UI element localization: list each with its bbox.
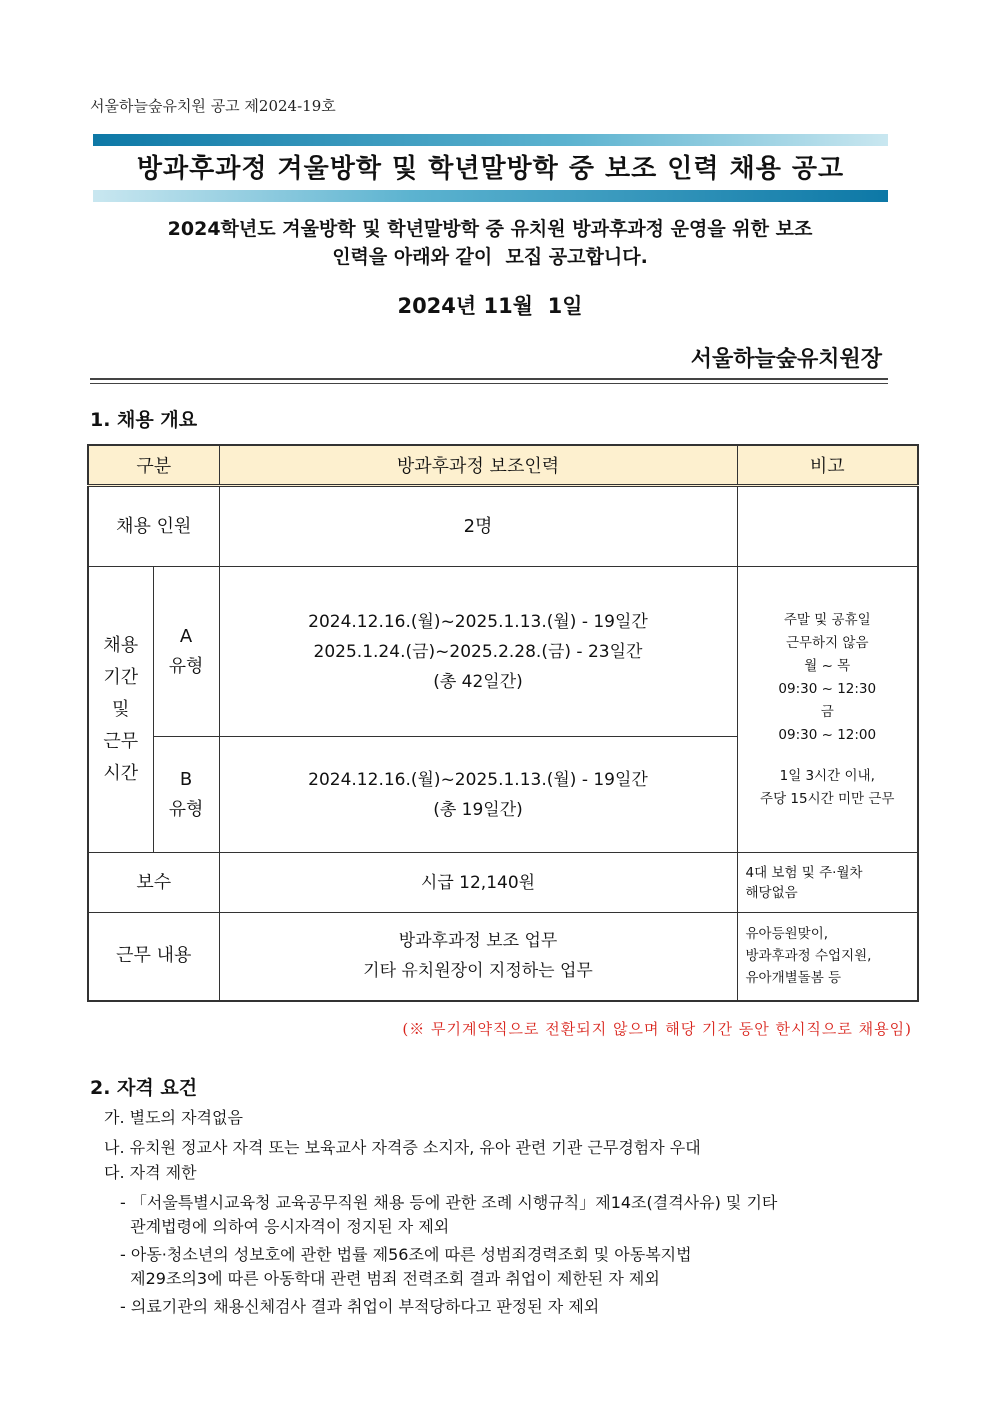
period-label-line: 및 xyxy=(112,698,130,720)
period-remark-line: 1일 3시간 이내, xyxy=(779,767,875,784)
intro-line: 인력을 아래와 같이 모집 공고합니다. xyxy=(332,246,648,268)
intro-line: 2024학년도 겨울방학 및 학년말방학 중 유치원 방과후과정 운영을 위한 보조 xyxy=(167,218,813,240)
period-remark xyxy=(737,567,918,853)
footnote-temporary-position: (※ 무기계약직으로 전환되지 않으며 해당 기간 동안 한시직으로 채용임) xyxy=(402,1020,912,1038)
type-a-label xyxy=(153,567,219,737)
section-heading-qualifications: 2. 자격 요건 xyxy=(90,1077,198,1099)
duty-value xyxy=(219,913,737,1001)
requirement-item: 다. 자격 제한 xyxy=(104,1163,197,1182)
period-remark-line: 주말 및 공휴일 xyxy=(783,611,871,628)
type-b-period-line: 2024.12.16.(월)~2025.1.13.(월) - 19일간 xyxy=(308,769,648,790)
requirement-item: 가. 별도의 자격없음 xyxy=(104,1108,243,1127)
duty-label: 근무 내용 xyxy=(88,913,219,1001)
notice-number: 서울하늘숲유치원 공고 제2024-19호 xyxy=(90,97,336,115)
period-remark-line: 주당 15시간 미만 근무 xyxy=(760,790,895,807)
restriction-item xyxy=(120,1295,910,1319)
title-bar-top xyxy=(93,134,888,146)
restriction-line: - 「서울특별시교육청 교육공무직원 채용 등에 관한 조례 시행규칙」제14조(결격사유) 및 기타 xyxy=(120,1193,778,1212)
restriction-line: - 아동·청소년의 성보호에 관한 법률 제56조에 따른 성범죄경력조회 및 아동복지법 xyxy=(120,1245,692,1264)
duty-line: 기타 유치원장이 지정하는 업무 xyxy=(363,961,593,982)
headcount-remark xyxy=(737,486,918,567)
header-position: 방과후과정 보조인력 xyxy=(219,445,737,486)
type-a-word: 유형 xyxy=(168,655,204,677)
intro-text xyxy=(90,215,890,271)
pay-remark-line: 4대 보험 및 주·월차 xyxy=(745,864,863,881)
period-remark-line: 근무하지 않음 xyxy=(785,634,869,651)
type-b-label xyxy=(153,737,219,853)
type-b-letter: B xyxy=(179,768,193,790)
period-label-line: 기간 xyxy=(103,666,139,688)
period-remark-spacer xyxy=(738,747,918,765)
period-label-line: 근무 xyxy=(103,730,139,752)
type-b-word: 유형 xyxy=(168,798,204,820)
pay-remark-line: 해당없음 xyxy=(745,884,798,901)
title-bar-bottom xyxy=(93,190,888,202)
period-remark-line: 월 ~ 목 xyxy=(804,657,851,674)
type-a-period-line: 2024.12.16.(월)~2025.1.13.(월) - 19일간 xyxy=(308,611,648,632)
type-a-period-line: 2025.1.24.(금)~2025.2.28.(금) - 23일간 xyxy=(313,641,643,662)
header-category: 구분 xyxy=(88,445,219,486)
section-heading-overview: 1. 채용 개요 xyxy=(90,409,198,431)
duty-line: 방과후과정 보조 업무 xyxy=(398,931,558,952)
type-a-letter: A xyxy=(179,625,193,647)
duty-remark-line: 유아등원맞이, xyxy=(745,926,829,943)
period-label-line: 채용 xyxy=(103,634,139,656)
requirement-item: 나. 유치원 정교사 자격 또는 보육교사 자격증 소지자, 유아 관련 기관 근무경험자 우대 xyxy=(104,1138,701,1157)
type-a-period-line: (총 42일간) xyxy=(433,671,523,692)
period-remark-line: 금 xyxy=(820,703,834,720)
pay-remark xyxy=(737,853,918,913)
organization-name: 서울하늘숲유치원장 xyxy=(690,347,882,372)
period-label-line: 시간 xyxy=(103,762,139,784)
period-remark-line: 09:30 ~ 12:30 xyxy=(778,680,877,697)
type-b-period-line: (총 19일간) xyxy=(433,799,523,820)
notice-date: 2024년 11월 1일 xyxy=(397,294,583,318)
hiring-overview-table xyxy=(87,444,919,1002)
restriction-item xyxy=(120,1191,910,1239)
restriction-line: - 의료기관의 채용신체검사 결과 취업이 부적당하다고 판정된 자 제외 xyxy=(120,1297,600,1316)
divider xyxy=(90,378,888,380)
duty-remark xyxy=(737,913,918,1001)
pay-value: 시급 12,140원 xyxy=(219,853,737,913)
duty-remark-line: 유아개별돌봄 등 xyxy=(745,970,842,987)
period-label xyxy=(88,567,153,853)
divider xyxy=(90,383,888,384)
page-title: 방과후과정 겨울방학 및 학년말방학 중 보조 인력 채용 공고 xyxy=(136,154,845,184)
duty-remark-line: 방과후과정 수업지원, xyxy=(745,948,872,965)
restriction-line: 관계법령에 의하여 응시자격이 정지된 자 제외 xyxy=(120,1217,450,1236)
restriction-item xyxy=(120,1243,910,1291)
type-a-period xyxy=(219,567,737,737)
pay-label: 보수 xyxy=(88,853,219,913)
restriction-line: 제29조의3에 따른 아동학대 관련 범죄 전력조회 결과 취업이 제한된 자 제외 xyxy=(120,1269,660,1288)
type-b-period xyxy=(219,737,737,853)
period-remark-line: 09:30 ~ 12:00 xyxy=(778,726,877,743)
headcount-value: 2명 xyxy=(219,486,737,567)
headcount-label: 채용 인원 xyxy=(88,486,219,567)
header-remarks: 비고 xyxy=(737,445,918,486)
